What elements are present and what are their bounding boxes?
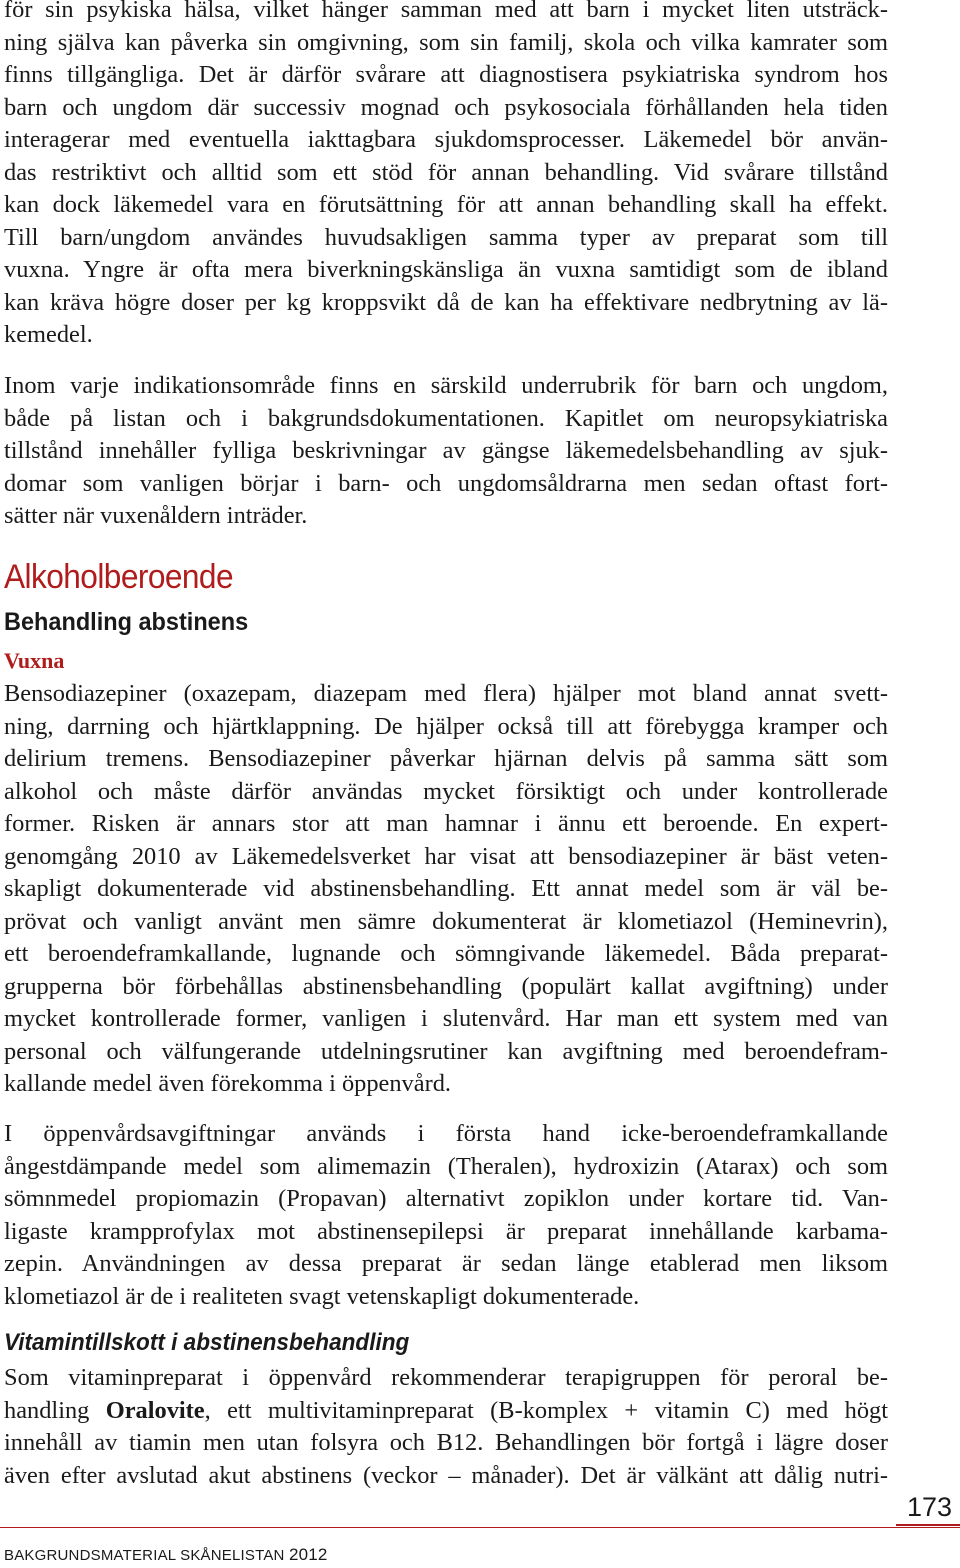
text-line: innehåll av tiamin men utan folsyra och B12. Behandlingen bör fortgå i lägre doser bbox=[4, 1429, 888, 1456]
text-line: för sin psykiska hälsa, vilket hänger samman med att barn i mycket liten utsträck- bbox=[4, 0, 888, 23]
page-number: 173 bbox=[906, 1492, 952, 1522]
paragraph-oppenvardsavgiftning bbox=[4, 1118, 888, 1313]
text-line: personal och välfungerande utdelningsrutiner kan avgiftning med beroendefram- bbox=[4, 1037, 888, 1065]
text-line: vuxna. Yngre är ofta mera biverkningskänsliga än vuxna samtidigt som de ibland bbox=[4, 256, 888, 283]
text-line: delirium tremens. Bensodiazepiner påverkar hjärnan delvis på samma sätt som bbox=[4, 745, 888, 772]
text-line: genomgång 2010 av Läkemedelsverket har visat att bensodiazepiner är bäst veten- bbox=[4, 842, 888, 870]
paragraph-bensodiazepiner bbox=[4, 678, 888, 1101]
paragraph-vitaminpreparat bbox=[4, 1362, 888, 1492]
text-line: zepin. Användningen av dessa preparat är sedan länge etablerad men liksom bbox=[4, 1250, 888, 1277]
text-line: Inom varje indikationsområde finns en särskild underrubrik för barn och ungdom, bbox=[4, 372, 888, 399]
text-fragment: , ett multivitaminpreparat (B-komplex + vitamin C) med högt bbox=[204, 1396, 888, 1424]
text-line: domar som vanligen börjar i barn- och ungdomsåldrarna men sedan oftast fort- bbox=[4, 469, 888, 497]
text-line: ångestdämpande medel som alimemazin (Theralen), hydroxizin (Atarax) och som bbox=[4, 1152, 888, 1180]
text-line: sömnmedel propiomazin (Propavan) alternativt zopiklon under kortare tid. Van- bbox=[4, 1185, 888, 1212]
text-line: alkohol och måste därför användas mycket försiktigt och under kontrollerade bbox=[4, 777, 888, 805]
text-line: ett beroendeframkallande, lugnande och sömngivande läkemedel. Båda preparat- bbox=[4, 940, 888, 967]
text-line: kallande medel även förekomma i öppenvård. bbox=[4, 1070, 451, 1097]
paragraph-indication-areas bbox=[4, 370, 888, 533]
subheading-vitamintillskott: Vitamintillskott i abstinensbehandling bbox=[4, 1329, 410, 1356]
text-line bbox=[4, 1395, 888, 1428]
text-line: skapligt dokumenterade vid abstinensbehandling. Ett annat medel som är väl be- bbox=[4, 875, 888, 902]
text-line: klometiazol är de i realiteten svagt vetenskapligt dokumenterade. bbox=[4, 1282, 640, 1310]
text-line: das restriktivt och alltid som ett stöd för annan behandling. Vid svårare tillstånd bbox=[4, 158, 888, 186]
text-line: kan dock läkemedel vara en förutsättning för att annan behandling skall ha effekt. bbox=[4, 191, 888, 218]
subheading-vuxna: Vuxna bbox=[4, 648, 65, 673]
text-line: ligaste krampprofylax mot abstinensepilepsi är preparat innehållande karbama- bbox=[4, 1217, 888, 1245]
drug-name-oralovite: Oralovite bbox=[105, 1396, 205, 1424]
text-line: finns tillgängliga. Det är därför svårare att diagnostisera psykiatriska syndrom hos bbox=[4, 61, 888, 88]
paragraph-children-psychiatry bbox=[4, 0, 888, 352]
text-line: former. Risken är annars stor att man hamnar i ännu ett beroende. En expert- bbox=[4, 810, 888, 837]
text-line: Till barn/ungdom användes huvudsakligen samma typer av preparat som till bbox=[4, 223, 888, 251]
publication-year: 2012 bbox=[288, 1545, 328, 1564]
text-line: kemedel. bbox=[4, 321, 93, 348]
text-line: ning, darrning och hjärtklappning. De hjälper också till att förebygga kramper och bbox=[4, 712, 888, 740]
text-line: ning själva kan påverka sin omgivning, som sin familj, skola och vilka kamrater som bbox=[4, 28, 888, 56]
text-line: barn och ungdom där successiv mognad och psykosociala förhållanden hela tiden bbox=[4, 93, 888, 121]
subheading-behandling-abstinens: Behandling abstinens bbox=[4, 608, 249, 636]
text-line: Som vitaminpreparat i öppenvård rekommenderar terapigruppen för peroral be- bbox=[4, 1364, 888, 1391]
text-line: både på listan och i bakgrundsdokumentationen. Kapitlet om neuropsykiatriska bbox=[4, 404, 888, 432]
text-line: tillstånd innehåller fylliga beskrivningar av gängse läkemedelsbehandling av sjuk- bbox=[4, 437, 888, 464]
text-line: sätter när vuxenåldern inträder. bbox=[4, 502, 308, 529]
text-line: interagerar med eventuella iakttagbara sjukdomsprocesser. Läkemedel bör använ- bbox=[4, 126, 888, 153]
page-number-rule bbox=[896, 1524, 960, 1526]
publication-title: BAKGRUNDSMATERIAL SKÅNELISTAN bbox=[4, 1547, 285, 1564]
text-line: I öppenvårdsavgiftningar används i första hand icke-beroendeframkallande bbox=[4, 1120, 888, 1147]
text-line: mycket kontrollerade former, vanligen i slutenvård. Har man ett system med van bbox=[4, 1005, 888, 1032]
text-line: Bensodiazepiner (oxazepam, diazepam med flera) hjälper mot bland annat svett- bbox=[4, 680, 888, 707]
text-line: kan kräva högre doser per kg kroppsvikt då de kan ha effektivare nedbrytning av lä- bbox=[4, 288, 888, 316]
footer-publication bbox=[4, 1545, 328, 1565]
section-heading-alkoholberoende: Alkoholberoende bbox=[4, 558, 233, 596]
footer-divider bbox=[0, 1527, 960, 1528]
text-line: prövat och vanligt använt men sämre dokumenterat är klometiazol (Heminevrin), bbox=[4, 907, 888, 935]
text-line: även efter avslutad akut abstinens (veckor – månader). Det är välkänt att dålig nutri- bbox=[4, 1461, 888, 1489]
text-fragment: handling bbox=[4, 1396, 106, 1424]
text-line: grupperna bör förbehållas abstinensbehandling (populärt kallat avgiftning) under bbox=[4, 972, 888, 1000]
